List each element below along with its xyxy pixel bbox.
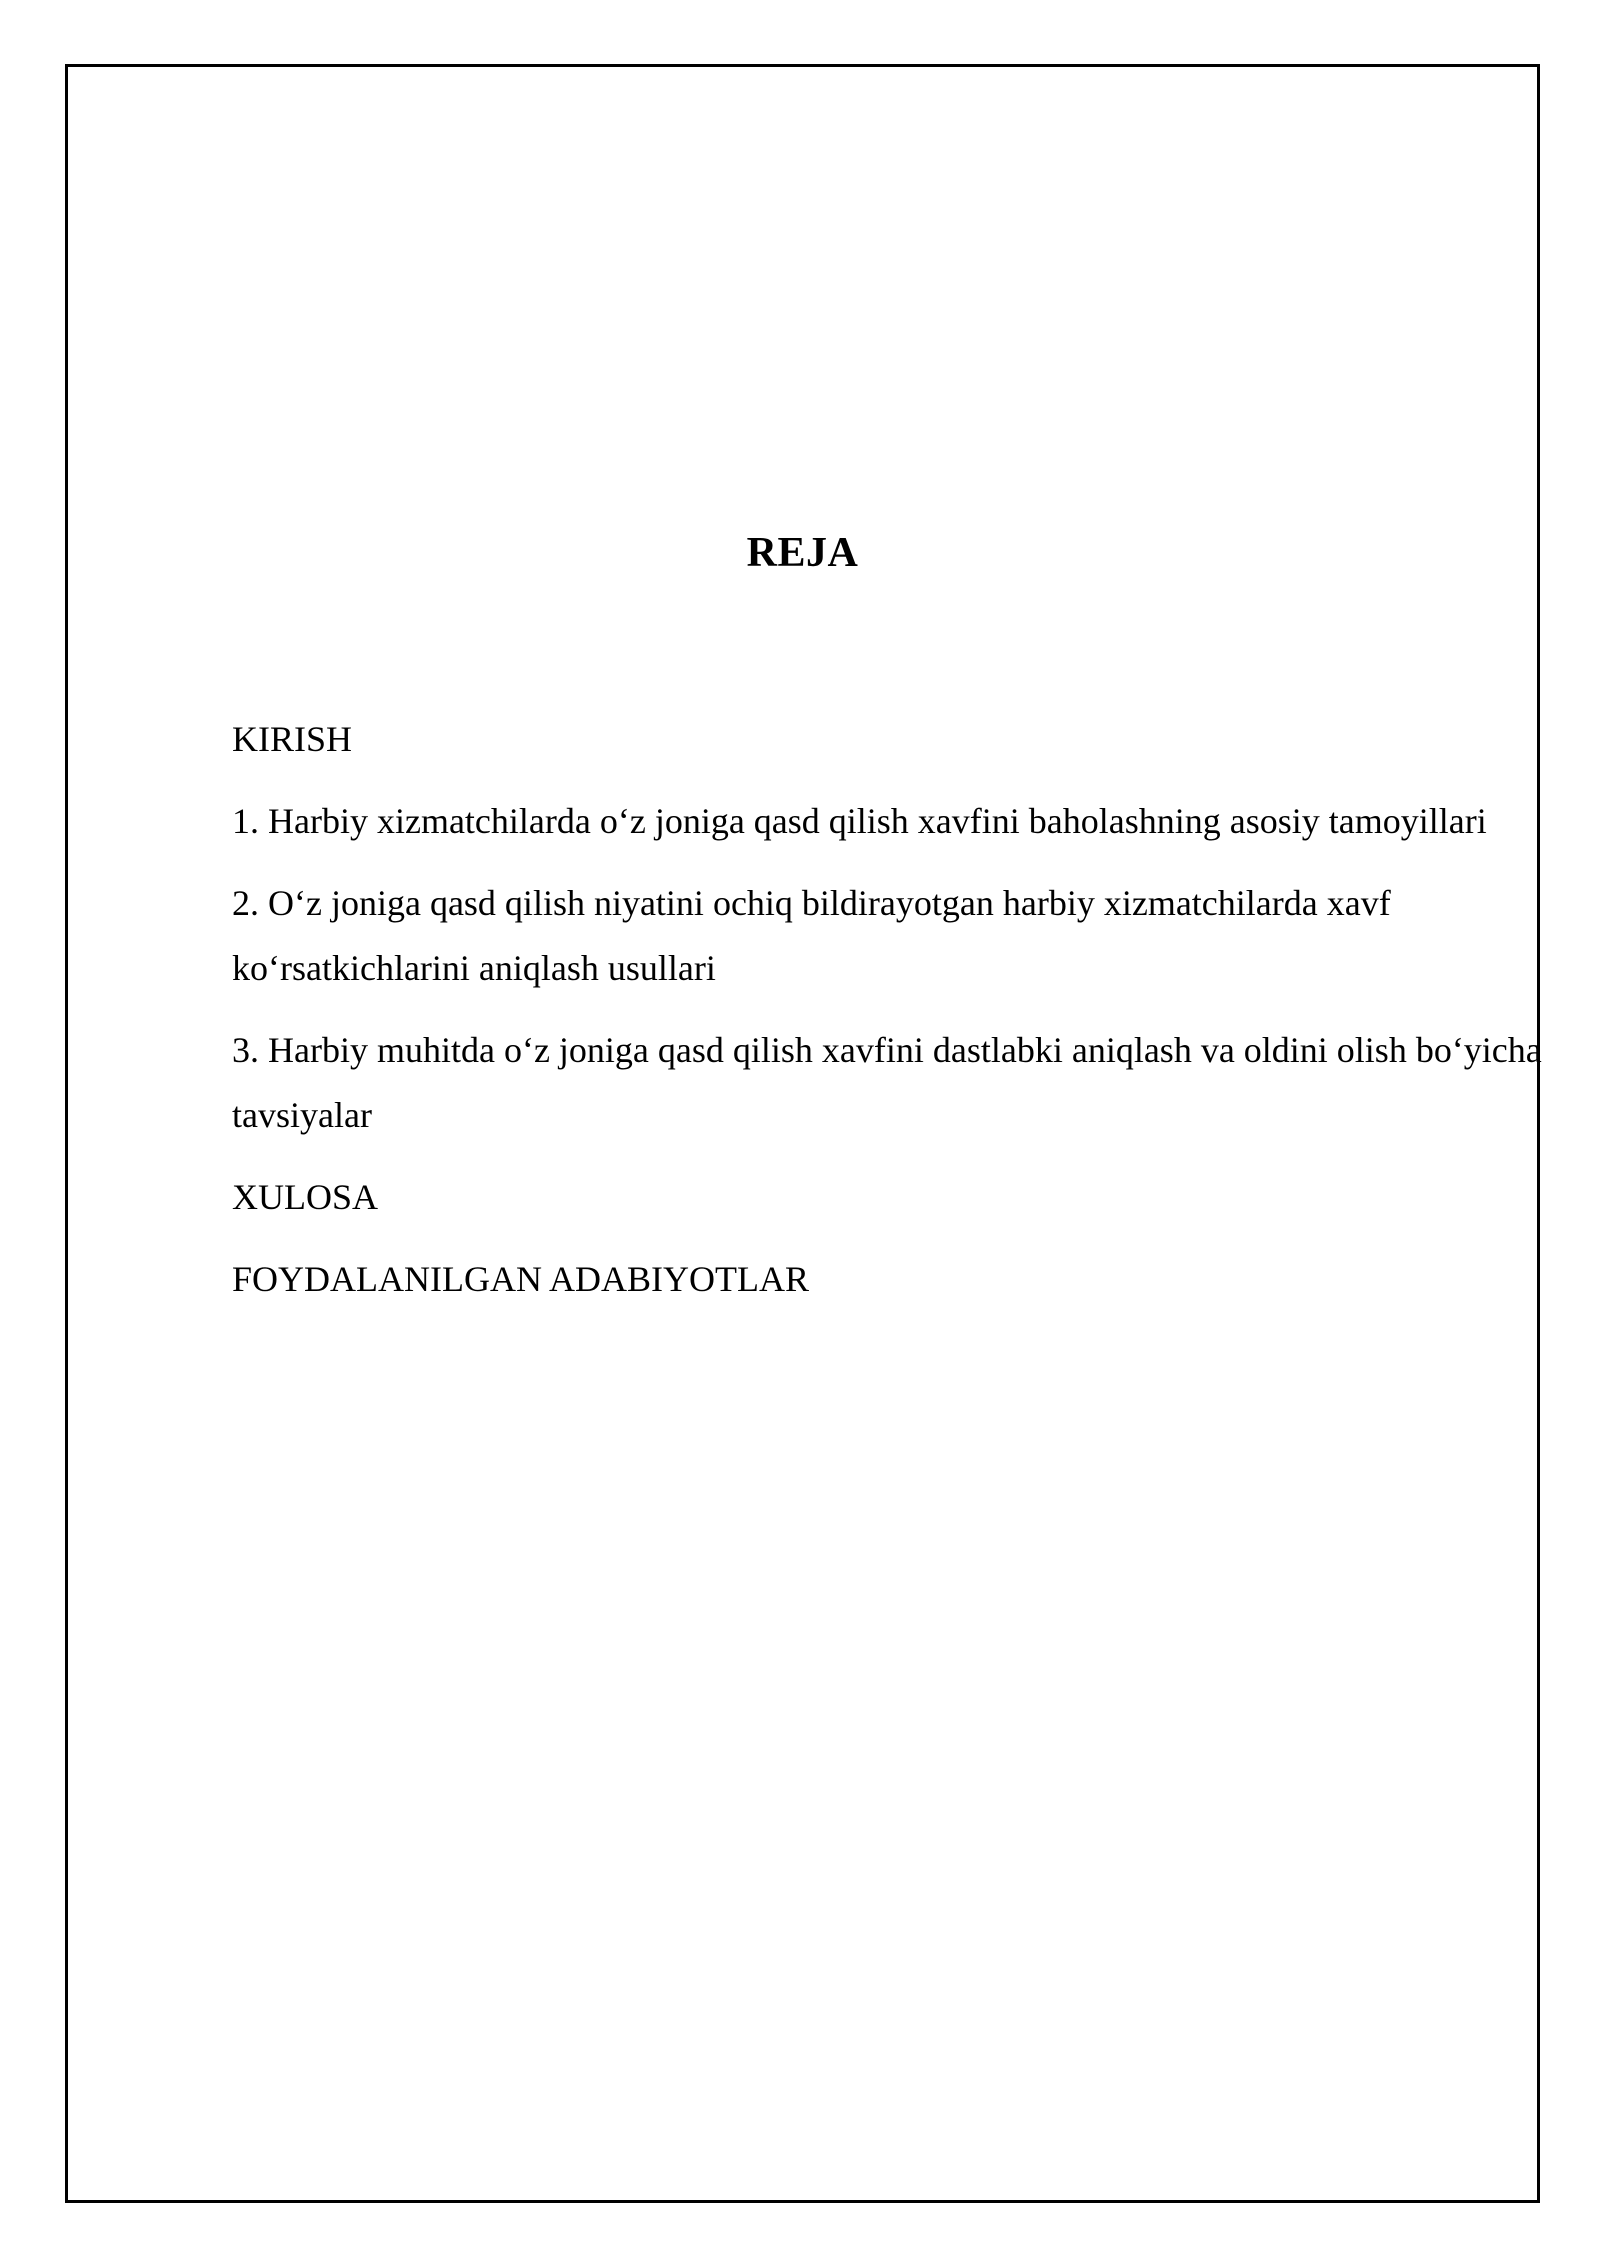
toc-item-introduction: KIRISH xyxy=(232,719,353,759)
table-of-contents xyxy=(232,707,1542,1329)
page-title: REJA xyxy=(746,530,859,576)
toc-item-chapter-2: 2. O‘z joniga qasd qilish niyatini ochiq bildirayotgan harbiy xizmatchilarda xavf ko‘rsatkichlarini aniqlash usullari xyxy=(232,883,1391,988)
toc-item-chapter-3: 3. Harbiy muhitda o‘z joniga qasd qilish xavfini dastlabki aniqlash va oldini olish bo‘yicha tavsiyalar xyxy=(232,1030,1542,1135)
toc-item-chapter-1: 1. Harbiy xizmatchilarda o‘z joniga qasd qilish xavfini baholashning asosiy tamoyillari xyxy=(232,801,1487,841)
toc-item-conclusion: XULOSA xyxy=(232,1177,379,1217)
page-border xyxy=(65,64,1540,2203)
toc-item-references: FOYDALANILGAN ADABIYOTLAR xyxy=(232,1259,809,1299)
